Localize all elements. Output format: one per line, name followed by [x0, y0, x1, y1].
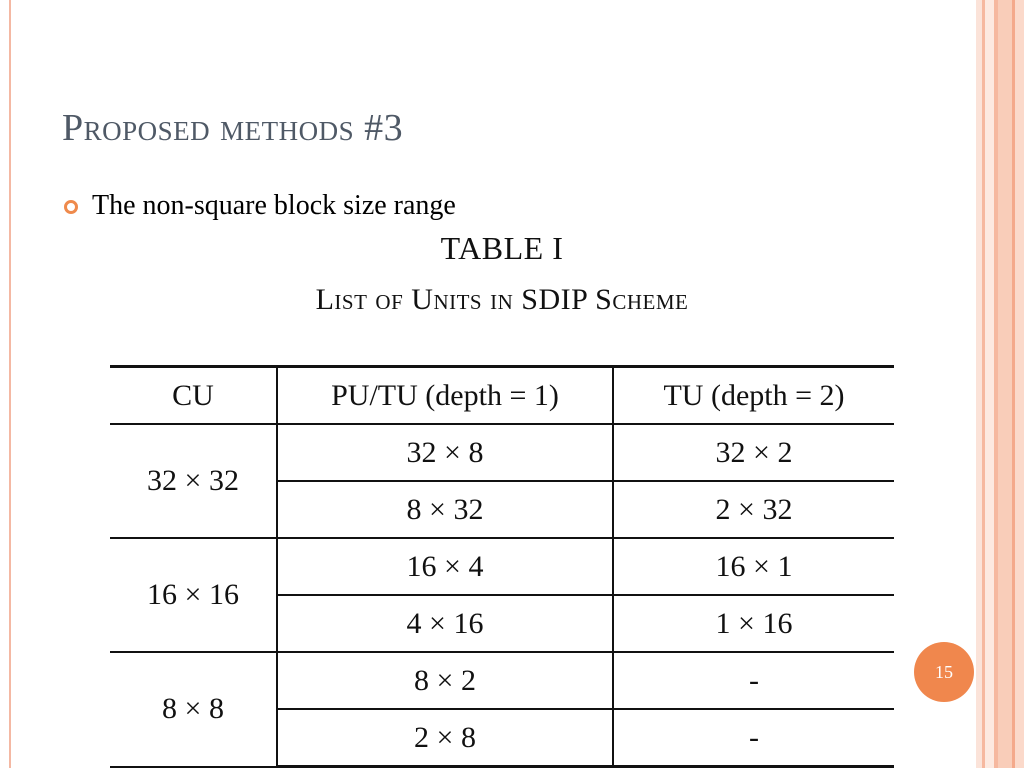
pu-cell: 8 × 32 — [277, 481, 613, 538]
header-tu: TU (depth = 2) — [613, 367, 894, 425]
table-row — [110, 424, 894, 481]
cu-cell: 8 × 8 — [110, 652, 277, 767]
table-header-row — [110, 367, 894, 425]
page-number-badge: 15 — [914, 642, 974, 702]
cu-cell: 16 × 16 — [110, 538, 277, 652]
table-row — [110, 652, 894, 709]
table-number: TABLE I — [440, 230, 564, 266]
header-pu-tu: PU/TU (depth = 1) — [277, 367, 613, 425]
bullet-item — [64, 190, 456, 222]
tu-cell: - — [613, 652, 894, 709]
left-border-rule — [9, 0, 11, 768]
tu-cell: 32 × 2 — [613, 424, 894, 481]
table-caption: List of Units in SDIP Scheme — [315, 283, 689, 316]
tu-cell: 1 × 16 — [613, 595, 894, 652]
pu-cell: 4 × 16 — [277, 595, 613, 652]
pu-cell: 8 × 2 — [277, 652, 613, 709]
pu-cell: 32 × 8 — [277, 424, 613, 481]
pu-cell: 2 × 8 — [277, 709, 613, 767]
bullet-circle-icon — [64, 200, 78, 214]
pu-cell: 16 × 4 — [277, 538, 613, 595]
units-table — [110, 365, 894, 768]
header-cu: CU — [110, 367, 277, 425]
bullet-text: The non-square block size range — [92, 190, 456, 221]
right-decorative-stripes — [976, 0, 1024, 768]
tu-cell: 16 × 1 — [613, 538, 894, 595]
table-row — [110, 538, 894, 595]
slide-title: Proposed methods #3 — [62, 107, 404, 149]
tu-cell: 2 × 32 — [613, 481, 894, 538]
cu-cell: 32 × 32 — [110, 424, 277, 538]
tu-cell: - — [613, 709, 894, 767]
